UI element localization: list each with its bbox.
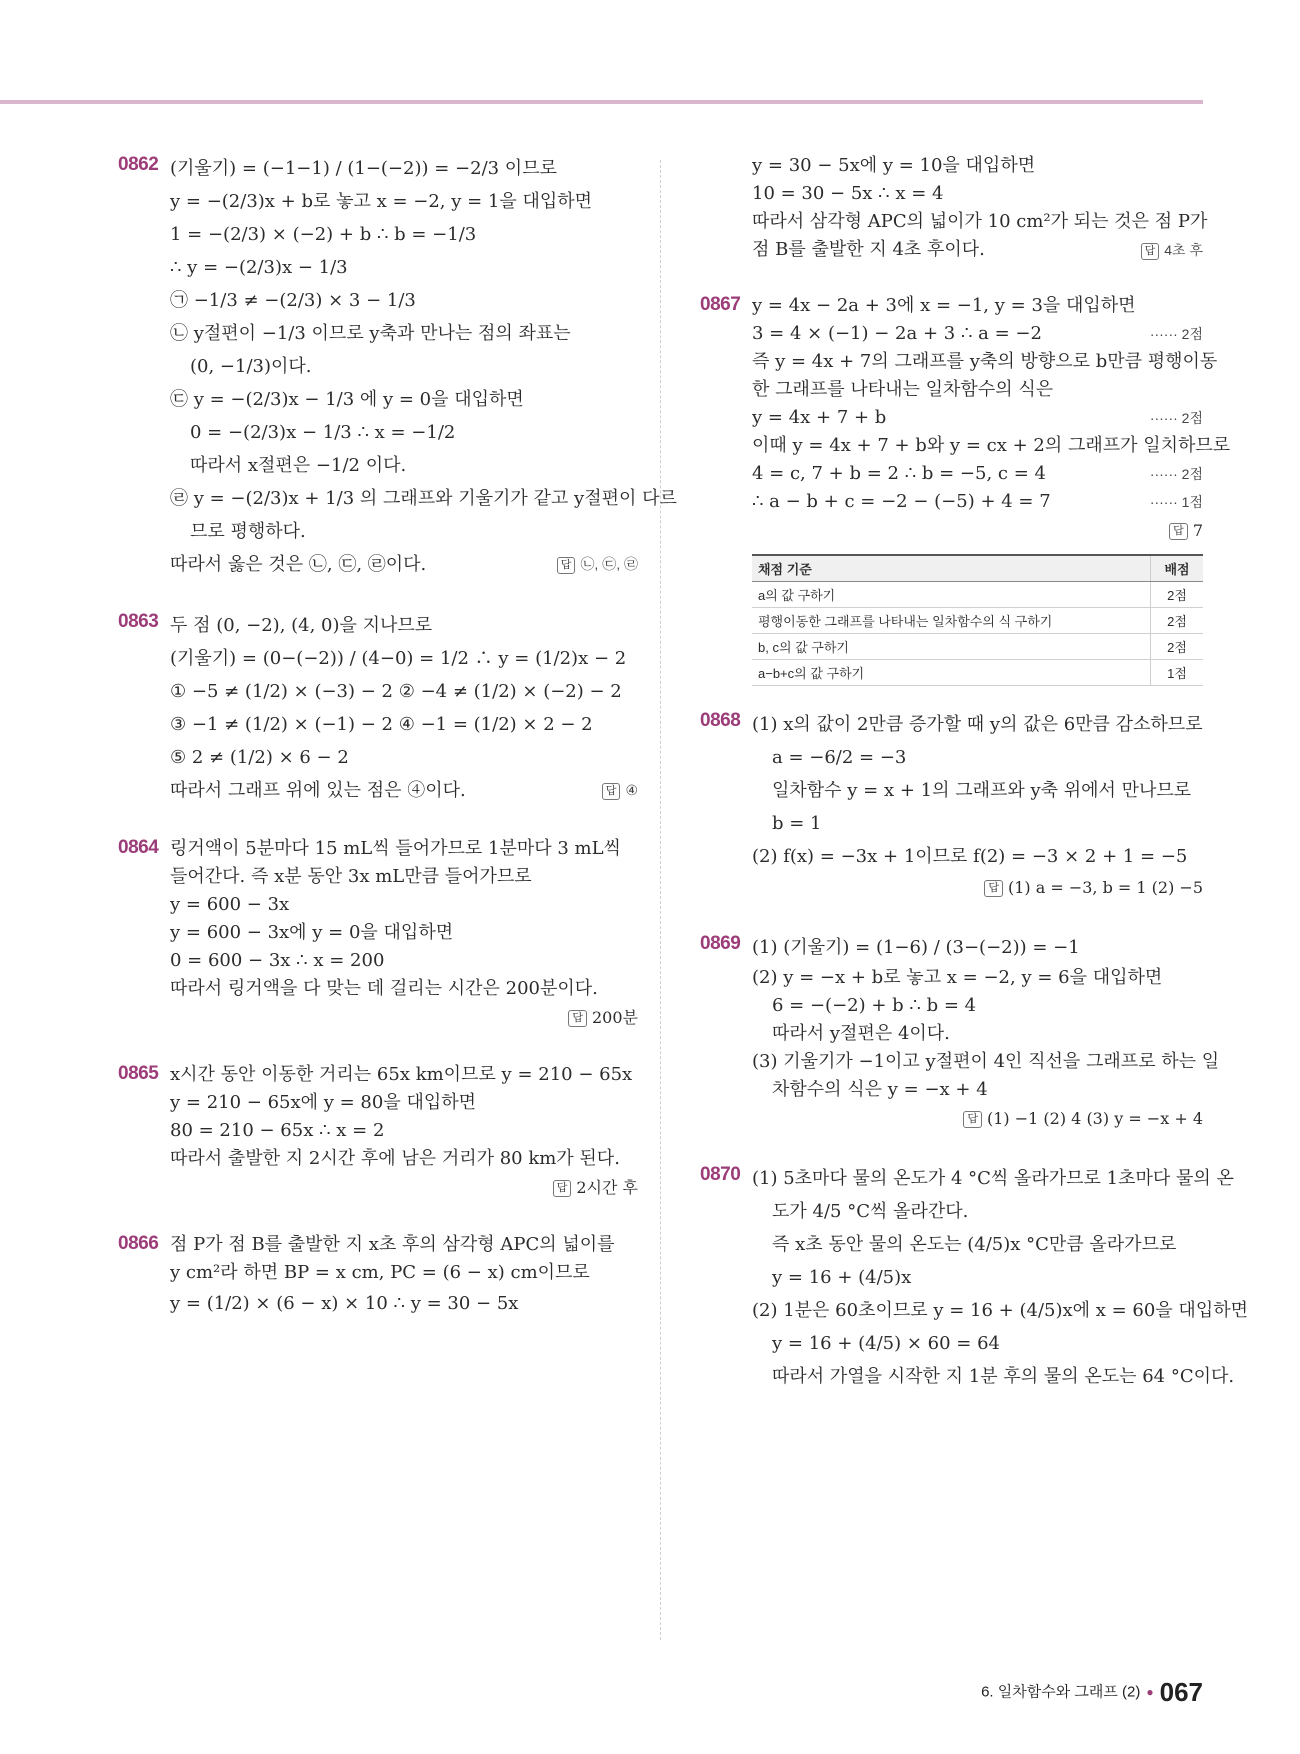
solution-line [752,292,1203,320]
answer-tag: 답 [963,1111,982,1128]
problem-0869 [700,931,1220,1134]
top-decorative-bar [0,100,1203,104]
answer-box [170,1173,638,1203]
solution-line: ⑤ 2 ≠ (1/2) × 6 − 2 [170,747,349,768]
grading-score: 1점 [1151,660,1204,686]
answer-box [752,873,1203,903]
problem-number: 0870 [700,1164,741,1185]
grading-row [752,608,1203,634]
grading-header-criterion: 채점 기준 [752,555,1151,582]
solution-line [752,348,1218,376]
solution-line: ㉠ −1/3 ≠ −(2/3) × 3 − 1/3 [170,290,416,311]
answer-value: 2시간 후 [576,1178,638,1197]
answer-tag: 답 [553,1180,572,1197]
grading-header-score: 배점 [1151,555,1204,582]
solution-line: 따라서 삼각형 APC의 넓이가 10 cm²가 되는 것은 점 P가 [752,211,1208,232]
solution-line: 따라서 출발한 지 2시간 후에 남은 거리가 80 km가 된다. [170,1148,620,1169]
answer-box [1141,236,1203,264]
problem-number: 0866 [118,1233,159,1254]
solution-line [752,460,1203,488]
solution-line [752,376,1203,404]
solution-line: y = 600 − 3x [170,894,290,915]
problem-0868 [700,708,1203,903]
solution-text: 3 = 4 × (−1) − 2a + 3 ∴ a = −2 [752,323,1042,344]
page-footer [981,1677,1203,1708]
answer-tag: 답 [557,557,576,574]
chapter-title: 6. 일차함수와 그래프 (2) [981,1683,1141,1701]
points-label: ······ 2점 [1149,326,1203,342]
solution-line: y = 210 − 65x에 y = 80을 대입하면 [170,1092,477,1113]
answer-value: ④ [625,782,638,798]
grading-score: 2점 [1151,608,1204,634]
problem-0870 [700,1162,1248,1393]
problem-number: 0863 [118,611,159,632]
answer-value: (1) −1 (2) 4 (3) y = −x + 4 [987,1109,1203,1128]
answer-value: (1) a = −3, b = 1 (2) −5 [1007,878,1203,897]
solution-line: ㉣ y = −(2/3)x + 1/3 의 그래프와 기울기가 같고 y절편이 다르 [170,488,677,509]
right-column [700,152,1248,1407]
solution-line: y = 16 + (4/5) × 60 = 64 [772,1333,1000,1354]
solution-line: 0 = 600 − 3x ∴ x = 200 [170,950,385,971]
solution-line: 링거액이 5분마다 15 mL씩 들어가므로 1분마다 3 mL씩 [170,838,621,859]
problem-0866 [118,1231,638,1320]
solution-line: (3) 기울기가 −1이고 y절편이 4인 직선을 그래프로 하는 일 [752,1051,1220,1072]
solution-line: 따라서 x절편은 −1/2 이다. [190,455,407,476]
solution-line [752,488,1203,516]
solution-line: (2) f(x) = −3x + 1이므로 f(2) = −3 × 2 + 1 = −5 [752,846,1188,867]
solution-line [752,404,1203,432]
grading-row [752,582,1203,608]
conclusion-text: 따라서 그래프 위에 있는 점은 ④이다. [170,780,466,801]
solution-line: ③ −1 ≠ (1/2) × (−1) − 2 ④ −1 = (1/2) × 2 − 2 [170,714,593,735]
problem-0867 [700,292,1231,686]
column-divider [660,160,661,1640]
problem-number: 0864 [118,837,159,858]
problem-number: 0862 [118,154,159,175]
answer-box [170,1003,638,1033]
answer-value: 200분 [592,1008,638,1027]
grading-criterion: a의 값 구하기 [752,582,1151,608]
grading-criterion: a−b+c의 값 구하기 [752,660,1151,686]
solution-line: 차함수의 식은 y = −x + 4 [772,1079,988,1100]
solution-line: ㉢ y = −(2/3)x − 1/3 에 y = 0을 대입하면 [170,389,524,410]
solution-line: y = 16 + (4/5)x [772,1267,912,1288]
problem-number: 0867 [700,294,741,315]
grading-score: 2점 [1151,634,1204,660]
solution-line: ① −5 ≠ (1/2) × (−3) − 2 ② −4 ≠ (1/2) × (−2) − 2 [170,681,622,702]
solution-text: y = 4x + 7 + b [752,407,887,428]
solution-line: (기울기) = (−1−1) / (1−(−2)) = −2/3 이므로 [170,158,557,179]
problem-number: 0868 [700,710,741,731]
solution-line: (기울기) = (0−(−2)) / (4−0) = 1/2 ∴ y = (1/2)x − 2 [170,648,627,669]
points-label: ······ 2점 [1149,410,1203,426]
solution-line: 므로 평행하다. [190,521,306,542]
solution-line: 80 = 210 − 65x ∴ x = 2 [170,1120,385,1141]
left-column [118,152,677,1334]
solution-line: y = −(2/3)x + b로 놓고 x = −2, y = 1을 대입하면 [170,191,593,212]
answer-box [602,774,638,807]
problem-number: 0869 [700,933,741,954]
solution-line [752,236,1203,264]
solution-line: 따라서 가열을 시작한 지 1분 후의 물의 온도는 64 °C이다. [772,1366,1235,1387]
answer-value: 7 [1192,521,1203,540]
solution-line: y cm²라 하면 BP = x cm, PC = (6 − x) cm이므로 [170,1262,590,1283]
solution-text: ∴ a − b + c = −2 − (−5) + 4 = 7 [752,491,1051,512]
solution-line: 0 = −(2/3)x − 1/3 ∴ x = −1/2 [190,422,456,443]
solution-text: 한 그래프를 나타내는 일차함수의 식은 [752,379,1054,400]
conclusion-text: 따라서 옳은 것은 ㉡, ㉢, ㉣이다. [170,554,427,575]
answer-tag: 답 [984,880,1003,897]
grading-row [752,634,1203,660]
answer-tag: 답 [1141,243,1160,260]
solution-line: 즉 x초 동안 물의 온도는 (4/5)x °C만큼 올라가므로 [772,1234,1177,1255]
solution-line [752,320,1203,348]
answer-tag: 답 [1169,523,1188,540]
grading-row [752,660,1203,686]
solution-line [170,548,638,581]
grading-score: 2점 [1151,582,1204,608]
solution-line: 일차함수 y = x + 1의 그래프와 y축 위에서 만나므로 [772,780,1192,801]
answer-value: 4초 후 [1164,242,1203,258]
page-number: 067 [1159,1677,1203,1707]
solution-line: x시간 동안 이동한 거리는 65x km이므로 y = 210 − 65x [170,1064,633,1085]
solution-line [170,774,638,807]
points-label: ······ 2점 [1149,466,1203,482]
answer-tag: 답 [568,1010,587,1027]
conclusion-text: 점 B를 출발한 지 4초 후이다. [752,239,985,260]
solution-line: (2) 1분은 60초이므로 y = 16 + (4/5)x에 x = 60을 대입하면 [752,1300,1248,1321]
solution-text: 이때 y = 4x + 7 + b와 y = cx + 2의 그래프가 일치하므로 [752,435,1231,456]
solution-line: b = 1 [772,813,822,834]
solution-line: 점 P가 점 B를 출발한 지 x초 후의 삼각형 APC의 넓이를 [170,1234,615,1255]
solution-line: 1 = −(2/3) × (−2) + b ∴ b = −1/3 [170,224,477,245]
solution-text: 즉 y = 4x + 7의 그래프를 y축의 방향으로 b만큼 평행이동 [752,351,1218,372]
answer-tag: 답 [602,783,621,800]
problem-0863 [118,609,638,807]
solution-line: y = (1/2) × (6 − x) × 10 ∴ y = 30 − 5x [170,1293,519,1314]
solution-line: 따라서 링거액을 다 맞는 데 걸리는 시간은 200분이다. [170,978,598,999]
solution-line: 두 점 (0, −2), (4, 0)을 지나므로 [170,615,433,636]
problem-0862 [118,152,677,581]
solution-line: 10 = 30 − 5x ∴ x = 4 [752,183,944,204]
problem-0865 [118,1061,638,1203]
solution-line: (0, −1/3)이다. [190,356,312,377]
answer-box [557,548,638,581]
solution-line: y = 30 − 5x에 y = 10을 대입하면 [752,155,1036,176]
solution-line: 따라서 y절편은 4이다. [772,1023,950,1044]
problem-0866-continued [700,152,1208,264]
grading-header-row [752,555,1203,582]
solution-line: (2) y = −x + b로 놓고 x = −2, y = 6을 대입하면 [752,967,1163,988]
solution-text: y = 4x − 2a + 3에 x = −1, y = 3을 대입하면 [752,295,1136,316]
bullet-icon: ● [1146,1685,1154,1700]
grading-criterion: b, c의 값 구하기 [752,634,1151,660]
solution-line [752,432,1231,460]
solution-line: 도가 4/5 °C씩 올라간다. [772,1201,969,1222]
solution-line: 6 = −(−2) + b ∴ b = 4 [772,995,977,1016]
grading-criterion: 평행이동한 그래프를 나타내는 일차함수의 식 구하기 [752,608,1151,634]
answer-value: ㉡, ㉢, ㉣ [580,556,638,572]
grading-table [752,554,1203,686]
answer-box [752,1104,1203,1134]
answer-box [752,516,1203,546]
solution-line: (1) x의 값이 2만큼 증가할 때 y의 값은 6만큼 감소하므로 [752,714,1203,735]
problem-0864 [118,835,638,1033]
solution-text: 4 = c, 7 + b = 2 ∴ b = −5, c = 4 [752,463,1046,484]
solution-line: a = −6/2 = −3 [772,747,907,768]
solution-line: ㉡ y절편이 −1/3 이므로 y축과 만나는 점의 좌표는 [170,323,571,344]
solution-line: y = 600 − 3x에 y = 0을 대입하면 [170,922,454,943]
solution-line: (1) (기울기) = (1−6) / (3−(−2)) = −1 [752,937,1080,958]
solution-line: (1) 5초마다 물의 온도가 4 °C씩 올라가므로 1초마다 물의 온 [752,1168,1234,1189]
problem-number: 0865 [118,1063,159,1084]
points-label: ······ 1점 [1149,494,1203,510]
solution-line: ∴ y = −(2/3)x − 1/3 [170,257,348,278]
solution-line: 들어간다. 즉 x분 동안 3x mL만큼 들어가므로 [170,866,532,887]
